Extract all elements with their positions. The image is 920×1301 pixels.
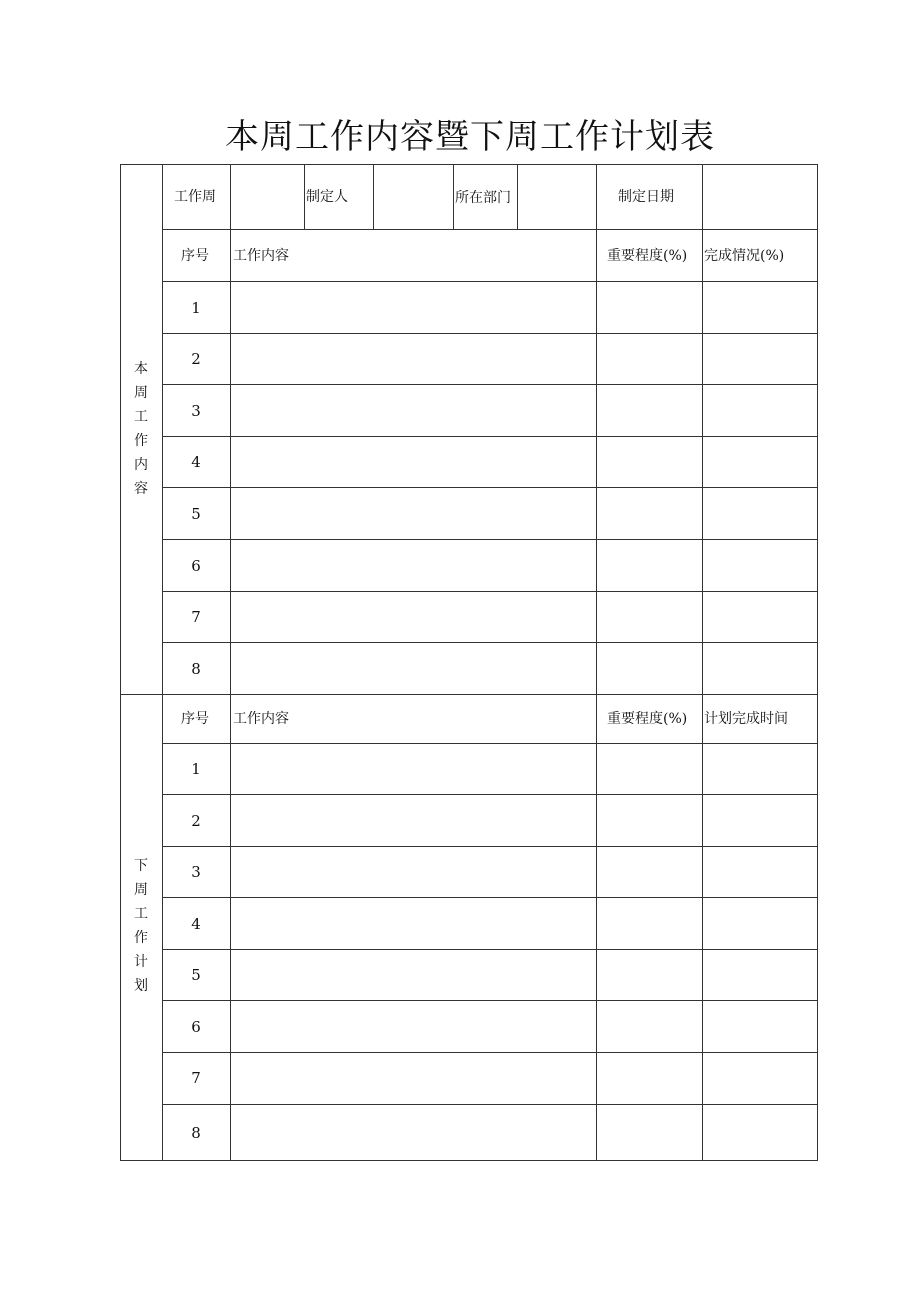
importance-cell[interactable] (597, 898, 702, 949)
table-border-right (817, 164, 818, 1161)
importance-column-header: 重要程度(%) (607, 248, 688, 264)
content-column-header: 工作内容 (233, 711, 289, 727)
side-label-char: 作 (134, 433, 148, 449)
completion-cell[interactable] (703, 437, 817, 487)
importance-cell[interactable] (597, 385, 702, 436)
header-divider (304, 164, 305, 229)
plan-time-cell[interactable] (703, 1053, 817, 1104)
completion-cell[interactable] (703, 592, 817, 642)
importance-cell[interactable] (597, 744, 702, 794)
next-week-side-label (120, 854, 162, 998)
index-column-header: 序号 (181, 248, 209, 264)
section-divider (120, 694, 818, 695)
importance-column-header: 重要程度(%) (607, 711, 688, 727)
header-divider (453, 164, 454, 229)
side-label-char: 划 (134, 978, 148, 994)
content-cell[interactable] (231, 847, 596, 897)
department-field[interactable] (518, 165, 595, 229)
side-label-char: 下 (134, 858, 148, 874)
importance-cell[interactable] (597, 795, 702, 846)
content-cell[interactable] (231, 385, 596, 436)
index-column-header: 序号 (181, 711, 209, 727)
completion-cell[interactable] (703, 488, 817, 539)
side-label-char: 容 (134, 481, 148, 497)
plan-time-cell[interactable] (703, 898, 817, 949)
row-number: 7 (191, 1069, 201, 1087)
content-cell[interactable] (231, 282, 596, 333)
row-number: 8 (191, 660, 201, 678)
importance-cell[interactable] (597, 847, 702, 897)
table-border-left (120, 164, 121, 1161)
importance-cell[interactable] (597, 540, 702, 591)
this-week-side-label (120, 357, 162, 501)
importance-cell[interactable] (597, 592, 702, 642)
content-cell[interactable] (231, 898, 596, 949)
maker-field[interactable] (374, 165, 452, 229)
week-label: 工作周 (174, 189, 216, 205)
row-number: 5 (191, 505, 201, 523)
content-cell[interactable] (231, 592, 596, 642)
content-cell[interactable] (231, 744, 596, 794)
maker-label: 制定人 (306, 189, 348, 205)
department-label: 所在部门 (455, 190, 511, 206)
row-number: 1 (191, 760, 201, 778)
completion-column-header: 完成情况(%) (704, 248, 785, 264)
row-number: 5 (191, 966, 201, 984)
content-cell[interactable] (231, 540, 596, 591)
side-label-char: 工 (134, 409, 148, 425)
content-cell[interactable] (231, 488, 596, 539)
plan-time-cell[interactable] (703, 795, 817, 846)
row-number: 3 (191, 402, 201, 420)
row-number: 1 (191, 299, 201, 317)
row-divider (162, 229, 818, 230)
side-label-char: 本 (134, 361, 148, 377)
completion-cell[interactable] (703, 282, 817, 333)
row-number: 3 (191, 863, 201, 881)
plan-time-cell[interactable] (703, 744, 817, 794)
plan-time-column-header: 计划完成时间 (704, 711, 788, 727)
content-cell[interactable] (231, 643, 596, 694)
row-number: 6 (191, 557, 201, 575)
content-cell[interactable] (231, 795, 596, 846)
row-number: 4 (191, 915, 201, 933)
row-number: 2 (191, 350, 201, 368)
row-number: 4 (191, 453, 201, 471)
plan-time-cell[interactable] (703, 1105, 817, 1160)
content-cell[interactable] (231, 437, 596, 487)
importance-cell[interactable] (597, 488, 702, 539)
row-number: 2 (191, 812, 201, 830)
side-label-char: 周 (134, 882, 148, 898)
plan-time-cell[interactable] (703, 847, 817, 897)
row-number: 8 (191, 1124, 201, 1142)
content-cell[interactable] (231, 334, 596, 384)
side-label-char: 周 (134, 385, 148, 401)
row-number: 7 (191, 608, 201, 626)
importance-cell[interactable] (597, 950, 702, 1000)
importance-cell[interactable] (597, 334, 702, 384)
importance-cell[interactable] (597, 1001, 702, 1052)
completion-cell[interactable] (703, 334, 817, 384)
plan-time-cell[interactable] (703, 950, 817, 1000)
row-number: 6 (191, 1018, 201, 1036)
side-label-char: 内 (134, 457, 148, 473)
date-field[interactable] (703, 165, 817, 229)
side-label-char: 作 (134, 930, 148, 946)
importance-cell[interactable] (597, 1105, 702, 1160)
importance-cell[interactable] (597, 282, 702, 333)
completion-cell[interactable] (703, 643, 817, 694)
completion-cell[interactable] (703, 540, 817, 591)
plan-time-cell[interactable] (703, 1001, 817, 1052)
completion-cell[interactable] (703, 385, 817, 436)
content-column-header: 工作内容 (233, 248, 289, 264)
importance-cell[interactable] (597, 1053, 702, 1104)
importance-cell[interactable] (597, 643, 702, 694)
content-cell[interactable] (231, 1001, 596, 1052)
page-title: 本周工作内容暨下周工作计划表 (225, 117, 715, 157)
side-label-char: 工 (134, 906, 148, 922)
importance-cell[interactable] (597, 437, 702, 487)
date-label: 制定日期 (618, 189, 674, 205)
week-field[interactable] (231, 165, 303, 229)
content-cell[interactable] (231, 1053, 596, 1104)
content-cell[interactable] (231, 1105, 596, 1160)
table-border-bottom (120, 1160, 818, 1161)
side-label-char: 计 (134, 954, 148, 970)
content-cell[interactable] (231, 950, 596, 1000)
